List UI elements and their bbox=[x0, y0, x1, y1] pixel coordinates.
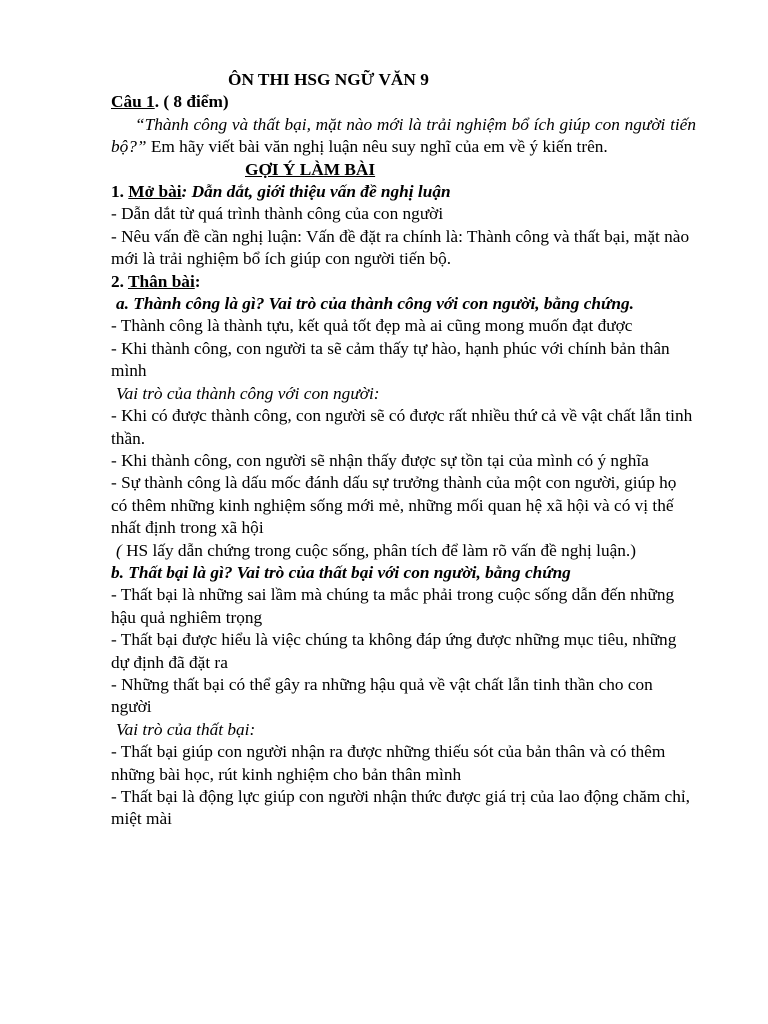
document-body bbox=[111, 69, 696, 831]
than-bai-heading bbox=[111, 271, 696, 293]
section-a-role-line: - Khi có được thành công, con người sẽ có được rất nhiều thứ cả về vật chất lẫn tinh thần. bbox=[111, 406, 693, 448]
section-b-line: - Thất bại là những sai lầm mà chúng ta mắc phải trong cuộc sống dẫn đến những hậu quả nghiêm trọng bbox=[111, 585, 675, 627]
section-b-role-line: - Thất bại giúp con người nhận ra được những thiếu sót của bản thân và có thêm những bài học, rút kinh nghiệm cho bản thân mình bbox=[111, 742, 666, 784]
mo-bai-line: - Dẫn dắt từ quá trình thành công của con người bbox=[111, 204, 444, 224]
mo-bai-heading bbox=[111, 181, 696, 203]
section-b-heading: b. Thất bại là gì? Vai trò của thất bại với con người, bằng chứng bbox=[111, 562, 571, 582]
question-prompt: Em hãy viết bài văn nghị luận nêu suy nghĩ của em về ý kiến trên. bbox=[146, 137, 608, 157]
mo-bai-label: Mở bài bbox=[128, 182, 182, 202]
section-a-note-open: ( bbox=[116, 540, 127, 560]
section-a-line: - Thành công là thành tựu, kết quả tốt đẹp mà ai cũng mong muốn đạt được bbox=[111, 316, 633, 336]
mo-bai-desc: Dẫn dắt, giới thiệu vấn đề nghị luận bbox=[187, 182, 451, 202]
section-a-note-text: HS lấy dẫn chứng trong cuộc sống, phân tích để làm rõ vấn đề nghị luận.) bbox=[126, 540, 637, 560]
mo-bai-line: - Nêu vấn đề cần nghị luận: Vấn đề đặt ra chính là: Thành công và thất bại, mặt nào mới là trải nghiệm bổ ích giúp con người tiến bộ. bbox=[111, 226, 690, 269]
section-a-role-heading: Vai trò của thành công với con người: bbox=[116, 383, 380, 403]
question-quote: “Thành công và thất bại, mặt nào mới là trải nghiệm bổ ích giúp con người tiến bộ?” bbox=[111, 114, 696, 157]
section-b-line: - Thất bại được hiểu là việc chúng ta không đáp ứng được những mục tiêu, những dự định đã đặt ra bbox=[111, 630, 677, 672]
than-bai-label: Thân bài bbox=[127, 271, 195, 291]
question-points: . ( 8 điểm) bbox=[154, 92, 229, 112]
question-text bbox=[111, 114, 696, 159]
document-title: ÔN THI HSG NGỮ VĂN 9 bbox=[228, 70, 429, 89]
question-header bbox=[111, 91, 696, 113]
question-label: Câu 1 bbox=[111, 92, 155, 112]
section-b-line: - Những thất bại có thể gây ra những hậu quả về vật chất lẫn tinh thần cho con người bbox=[111, 674, 653, 717]
section-b-role-heading: Vai trò của thất bại: bbox=[116, 719, 256, 739]
section-a-note bbox=[111, 540, 696, 562]
section-a-line: - Khi thành công, con người ta sẽ cảm thấy tự hào, hạnh phúc với chính bản thân mình bbox=[111, 338, 670, 381]
guide-title: GỢI Ý LÀM BÀI bbox=[245, 159, 376, 179]
mo-bai-number: 1. bbox=[111, 182, 129, 202]
section-a-role-line: - Khi thành công, con người sẽ nhận thấy được sự tồn tại của mình có ý nghĩa bbox=[111, 450, 649, 470]
section-b-role-line: - Thất bại là động lực giúp con người nhận thức được giá trị của lao động chăm chỉ, miệt mài bbox=[111, 787, 690, 829]
than-bai-colon: : bbox=[194, 271, 201, 291]
section-a-heading: a. Thành công là gì? Vai trò của thành công với con người, bằng chứng. bbox=[116, 294, 634, 314]
than-bai-number: 2. bbox=[111, 271, 128, 291]
section-a-role-line: - Sự thành công là dấu mốc đánh dấu sự trưởng thành của một con người, giúp họ có thêm những kinh nghiệm sống mới mẻ, những mối quan hệ xã hội và có vị thế nhất định trong xã hội bbox=[111, 473, 677, 538]
mo-bai-colon: : bbox=[181, 182, 188, 202]
